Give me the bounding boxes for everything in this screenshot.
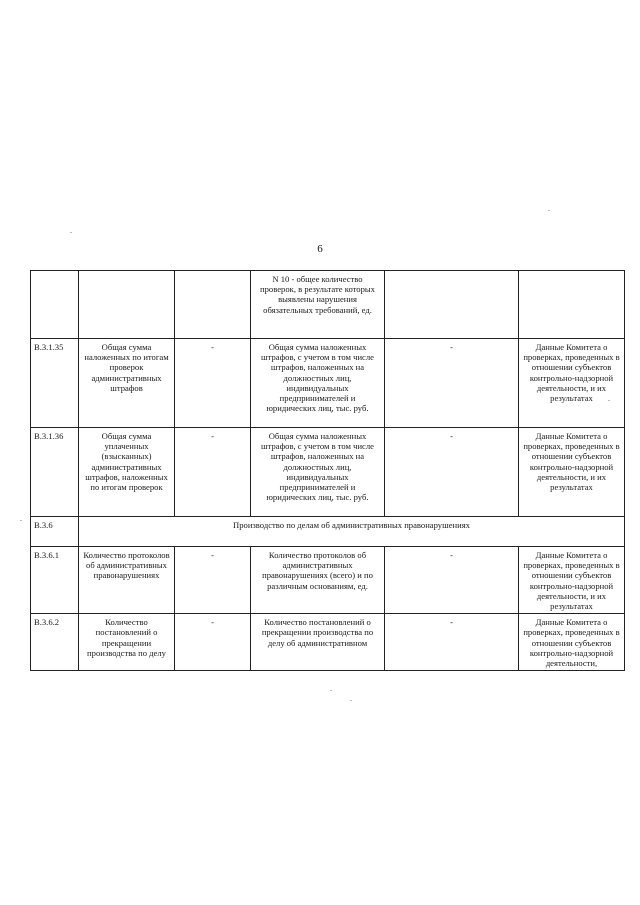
row-col5: -	[385, 547, 519, 614]
table-row	[31, 271, 625, 339]
row-code: В.3.6.2	[31, 614, 79, 671]
scan-speck	[548, 210, 550, 211]
scan-speck	[70, 232, 72, 233]
row-source	[519, 271, 625, 339]
table-row	[31, 614, 625, 671]
scan-speck	[608, 400, 610, 401]
row-code: В.3.1.35	[31, 339, 79, 428]
row-name: Общая сумма уплаченных (взысканных) административных штрафов, наложенных по итогам проверок	[79, 428, 175, 517]
row-col3: -	[175, 339, 251, 428]
row-description: Количество постановлений о прекращении производства по делу об административном	[251, 614, 385, 671]
row-col5: -	[385, 339, 519, 428]
row-name: Количество протоколов об административных правонарушениях	[79, 547, 175, 614]
row-col3: -	[175, 428, 251, 517]
row-name: Количество постановлений о прекращении производства по делу	[79, 614, 175, 671]
row-source: Данные Комитета о проверках, проведенных в отношении субъектов контрольно-надзорной деятельности, и их результатах	[519, 428, 625, 517]
section-code: В.3.6	[31, 517, 79, 547]
row-col5	[385, 271, 519, 339]
row-col5: -	[385, 614, 519, 671]
page-number: 6	[317, 243, 323, 255]
table-row	[31, 547, 625, 614]
row-source: Данные Комитета о проверках, проведенных в отношении субъектов контрольно-надзорной деятельности,	[519, 614, 625, 671]
section-title: Производство по делам об административных правонарушениях	[79, 517, 625, 547]
table-row	[31, 339, 625, 428]
row-col3: -	[175, 614, 251, 671]
row-source: Данные Комитета о проверках, проведенных в отношении субъектов контрольно-надзорной деятельности, и их результатах	[519, 547, 625, 614]
scan-speck	[20, 520, 22, 521]
scan-speck	[330, 690, 332, 691]
row-code	[31, 271, 79, 339]
row-name: Общая сумма наложенных по итогам проверок административных штрафов	[79, 339, 175, 428]
row-description: Общая сумма наложенных штрафов, с учетом в том числе штрафов, наложенных на должностных лиц, индивидуальных предпринимателей и юридических лиц, тыс. руб.	[251, 339, 385, 428]
table-row	[31, 428, 625, 517]
indicators-table	[30, 270, 625, 671]
row-name	[79, 271, 175, 339]
row-code: В.3.1.36	[31, 428, 79, 517]
row-description: Количество протоколов об административных правонарушениях (всего) и по различным основаниям, ед.	[251, 547, 385, 614]
row-col3: -	[175, 547, 251, 614]
row-description: Общая сумма наложенных штрафов, с учетом в том числе штрафов, наложенных на должностных лиц, индивидуальных предпринимателей и юридических лиц, тыс. руб.	[251, 428, 385, 517]
row-source: Данные Комитета о проверках, проведенных в отношении субъектов контрольно-надзорной деятельности, и их результатах	[519, 339, 625, 428]
scan-speck	[350, 700, 352, 701]
row-description: N 10 - общее количество проверок, в результате которых выявлены нарушения обязательных требований, ед.	[251, 271, 385, 339]
row-col3	[175, 271, 251, 339]
row-col5: -	[385, 428, 519, 517]
row-code: В.3.6.1	[31, 547, 79, 614]
section-row	[31, 517, 625, 547]
